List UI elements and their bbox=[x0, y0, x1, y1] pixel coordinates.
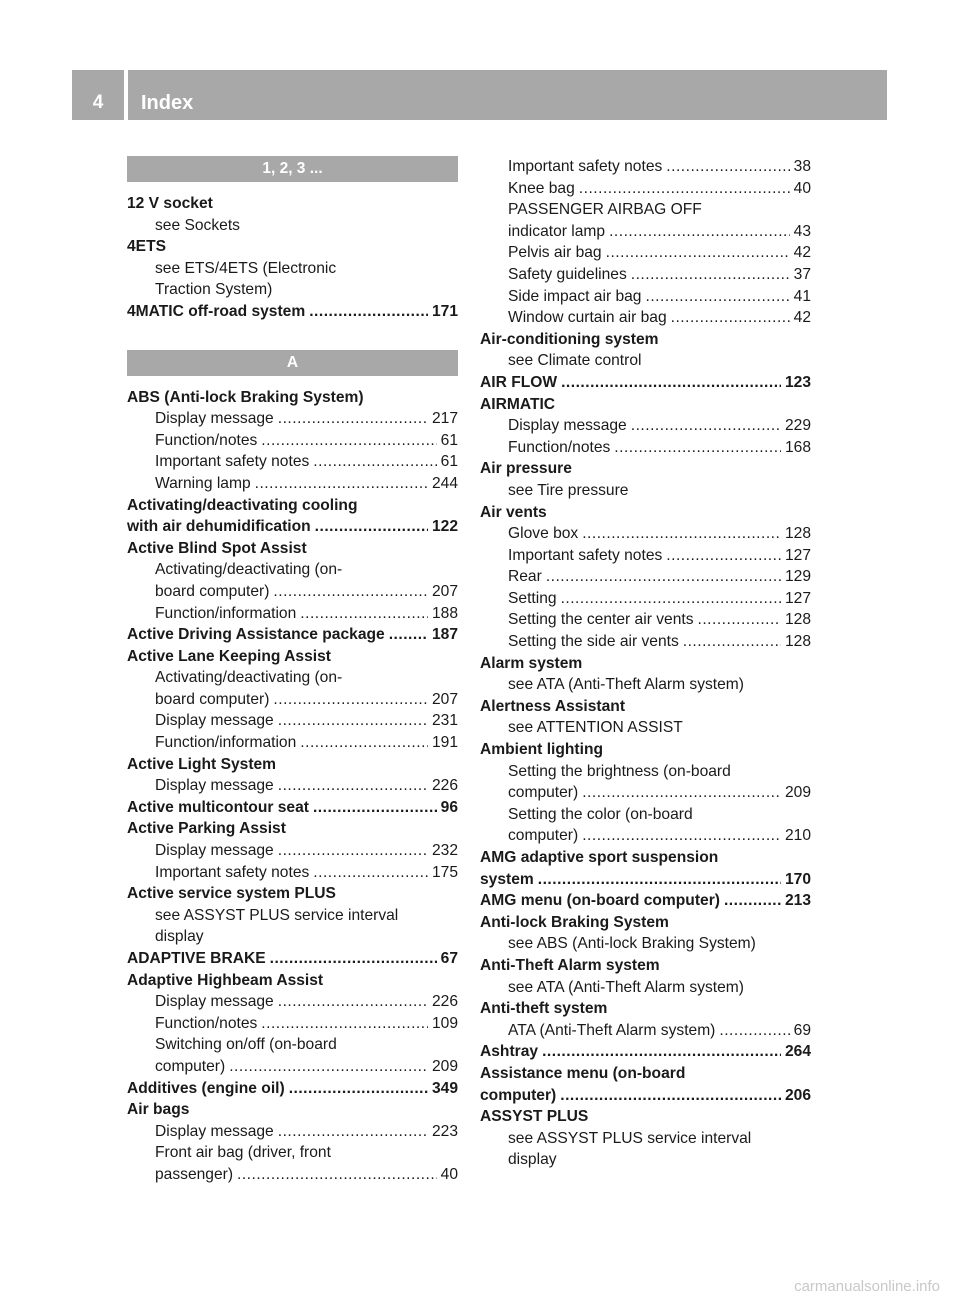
dot-leader bbox=[273, 581, 428, 603]
dot-leader bbox=[273, 689, 428, 711]
index-entry bbox=[480, 847, 811, 869]
page-reference: 168 bbox=[784, 438, 811, 456]
dot-leader bbox=[270, 948, 437, 970]
index-subentry bbox=[480, 977, 811, 999]
index-subentry bbox=[480, 178, 811, 200]
page-reference: 244 bbox=[431, 474, 458, 492]
page-reference: 128 bbox=[784, 633, 811, 651]
entry-label: Assistance menu (on-board bbox=[480, 1064, 686, 1082]
index-subentry bbox=[480, 156, 811, 178]
page-reference: 226 bbox=[431, 993, 458, 1011]
entry-label: Active Lane Keeping Assist bbox=[127, 647, 331, 665]
entry-label: Glove box bbox=[508, 525, 579, 543]
dot-leader bbox=[645, 286, 789, 308]
entry-label: Display message bbox=[155, 777, 274, 795]
entry-label: ATA (Anti-Theft Alarm system) bbox=[508, 1021, 716, 1039]
page-reference: 210 bbox=[784, 827, 811, 845]
page-reference: 69 bbox=[793, 1021, 811, 1039]
entry-label: Function/information bbox=[155, 604, 297, 622]
index-subentry bbox=[480, 566, 811, 588]
entry-label: Active Blind Spot Assist bbox=[127, 539, 307, 557]
entry-label: ASSYST PLUS bbox=[480, 1108, 589, 1126]
page-reference: 129 bbox=[784, 568, 811, 586]
entry-label: Important safety notes bbox=[155, 453, 310, 471]
page-reference: 127 bbox=[784, 546, 811, 564]
index-subentry bbox=[480, 286, 811, 308]
index-subentry bbox=[127, 581, 458, 603]
dot-leader bbox=[546, 566, 781, 588]
entry-label: see ABS (Anti-lock Braking System) bbox=[508, 935, 756, 953]
dot-leader bbox=[261, 430, 436, 452]
page-reference: 231 bbox=[431, 712, 458, 730]
index-subentry bbox=[127, 732, 458, 754]
entry-label: see ATTENTION ASSIST bbox=[508, 719, 683, 737]
dot-leader bbox=[560, 1085, 781, 1107]
dot-leader bbox=[719, 1020, 789, 1042]
index-entry bbox=[480, 458, 811, 480]
dot-leader bbox=[542, 1041, 781, 1063]
dot-leader bbox=[278, 775, 428, 797]
index-subentry bbox=[127, 1121, 458, 1143]
index-subentry bbox=[127, 215, 458, 237]
entry-label: Active Driving Assistance package bbox=[127, 626, 385, 644]
index-entry bbox=[480, 1041, 811, 1063]
section-heading: 1, 2, 3 ... bbox=[127, 156, 458, 182]
page-reference: 213 bbox=[784, 892, 811, 910]
dot-leader bbox=[698, 609, 781, 631]
index-subentry bbox=[480, 825, 811, 847]
entry-label: board computer) bbox=[155, 690, 270, 708]
entry-label: AIRMATIC bbox=[480, 395, 556, 413]
entry-label: see ATA (Anti-Theft Alarm system) bbox=[508, 978, 744, 996]
dot-leader bbox=[309, 301, 428, 323]
page-reference: 226 bbox=[431, 777, 458, 795]
index-subentry bbox=[480, 933, 811, 955]
index-entry bbox=[127, 516, 458, 538]
page-reference: 207 bbox=[431, 690, 458, 708]
entry-label: 12 V socket bbox=[127, 195, 213, 212]
index-subentry bbox=[480, 1020, 811, 1042]
dot-leader bbox=[255, 473, 428, 495]
page-reference: 37 bbox=[793, 265, 811, 283]
entry-label: see Sockets bbox=[155, 216, 240, 234]
index-subentry bbox=[480, 199, 811, 221]
index-entry bbox=[480, 955, 811, 977]
index-subentry bbox=[127, 905, 458, 927]
dot-leader bbox=[229, 1056, 428, 1078]
index-subentry bbox=[480, 264, 811, 286]
entry-label: AMG menu (on-board computer) bbox=[480, 892, 720, 910]
entry-label: Safety guidelines bbox=[508, 265, 627, 283]
entry-label: see Climate control bbox=[508, 352, 642, 370]
index-entry bbox=[127, 387, 458, 409]
index-subentry bbox=[480, 545, 811, 567]
page-reference: 42 bbox=[793, 244, 811, 262]
page-reference: 187 bbox=[431, 626, 458, 644]
page-reference: 42 bbox=[793, 309, 811, 327]
index-entry bbox=[480, 998, 811, 1020]
page-reference: 128 bbox=[784, 611, 811, 629]
entry-label: AIR FLOW bbox=[480, 373, 558, 391]
entry-label: Function/notes bbox=[155, 431, 258, 449]
entry-label: Display message bbox=[155, 712, 274, 730]
entry-label: see ATA (Anti-Theft Alarm system) bbox=[508, 676, 744, 694]
index-subentry bbox=[127, 1034, 458, 1056]
entry-label: Setting the brightness (on-board bbox=[508, 762, 731, 780]
index-subentry bbox=[480, 307, 811, 329]
entry-label: Ambient lighting bbox=[480, 741, 603, 759]
page-reference: 43 bbox=[793, 222, 811, 240]
page-reference: 41 bbox=[793, 287, 811, 305]
index-entry bbox=[127, 301, 458, 323]
page-reference: 232 bbox=[431, 842, 458, 860]
index-subentry bbox=[127, 710, 458, 732]
entry-label: Anti-Theft Alarm system bbox=[480, 956, 660, 974]
entry-label: Alertness Assistant bbox=[480, 697, 626, 715]
index-entry bbox=[127, 1078, 458, 1100]
index-subentry bbox=[480, 588, 811, 610]
index-entry bbox=[480, 1085, 811, 1107]
section-gap bbox=[127, 323, 458, 350]
entry-label: Alarm system bbox=[480, 654, 583, 672]
entry-label: 4ETS bbox=[127, 238, 166, 256]
entry-label: Ashtray bbox=[480, 1043, 539, 1061]
header-bar bbox=[72, 70, 887, 120]
index-subentry bbox=[480, 523, 811, 545]
index-subentry bbox=[480, 782, 811, 804]
entry-label: computer) bbox=[508, 784, 579, 802]
index-entry bbox=[480, 372, 811, 394]
dot-leader bbox=[278, 1121, 428, 1143]
index-subentry bbox=[127, 258, 458, 280]
entry-label: Active Light System bbox=[127, 755, 277, 773]
page-reference: 40 bbox=[440, 1165, 458, 1183]
entry-label: display bbox=[508, 1151, 557, 1169]
entry-label: system bbox=[480, 870, 534, 888]
page-reference: 122 bbox=[431, 518, 458, 536]
entry-label: Knee bag bbox=[508, 179, 575, 197]
index-subentry bbox=[127, 926, 458, 948]
entry-label: Display message bbox=[155, 993, 274, 1011]
dot-leader bbox=[683, 631, 781, 653]
index-entry bbox=[127, 970, 458, 992]
dot-leader bbox=[631, 264, 790, 286]
index-entry bbox=[127, 1099, 458, 1121]
entry-label: Active multicontour seat bbox=[127, 798, 309, 816]
entry-label: Function/notes bbox=[155, 1014, 258, 1032]
entry-label: Display message bbox=[508, 417, 627, 435]
page-reference: 61 bbox=[440, 453, 458, 471]
index-entry bbox=[127, 797, 458, 819]
entry-label: Display message bbox=[155, 1122, 274, 1140]
index-subentry bbox=[127, 775, 458, 797]
index-subentry bbox=[127, 862, 458, 884]
dot-leader bbox=[582, 782, 781, 804]
entry-label: Pelvis air bag bbox=[508, 244, 602, 262]
entry-label: Switching on/off (on-board bbox=[155, 1036, 337, 1054]
dot-leader bbox=[300, 732, 428, 754]
dot-leader bbox=[666, 156, 789, 178]
dot-leader bbox=[671, 307, 790, 329]
index-subentry bbox=[127, 1164, 458, 1186]
dot-leader bbox=[582, 825, 781, 847]
dot-leader bbox=[724, 890, 781, 912]
index-subentry bbox=[127, 1142, 458, 1164]
entry-label: Window curtain air bag bbox=[508, 309, 667, 327]
index-entry bbox=[127, 495, 458, 517]
page-reference: 209 bbox=[431, 1057, 458, 1075]
entry-label: see Tire pressure bbox=[508, 481, 629, 499]
entry-label: computer) bbox=[508, 827, 579, 845]
page-reference: 96 bbox=[440, 798, 458, 816]
page-reference: 109 bbox=[431, 1014, 458, 1032]
entry-label: Display message bbox=[155, 842, 274, 860]
index-entry bbox=[480, 502, 811, 524]
entry-label: Display message bbox=[155, 410, 274, 428]
index-subentry bbox=[480, 350, 811, 372]
index-subentry bbox=[480, 1149, 811, 1171]
entry-label: Air-conditioning system bbox=[480, 330, 659, 348]
index-subentry bbox=[127, 559, 458, 581]
entry-label: Important safety notes bbox=[508, 546, 663, 564]
index-entry bbox=[127, 646, 458, 668]
page-reference: 264 bbox=[784, 1043, 811, 1061]
index-subentry bbox=[127, 689, 458, 711]
index-column-right bbox=[480, 156, 811, 1171]
page-reference: 191 bbox=[431, 734, 458, 752]
index-subentry bbox=[480, 415, 811, 437]
entry-label: passenger) bbox=[155, 1165, 234, 1183]
page-reference: 188 bbox=[431, 604, 458, 622]
dot-leader bbox=[278, 408, 428, 430]
entry-label: Setting the side air vents bbox=[508, 633, 679, 651]
index-entry bbox=[480, 1106, 811, 1128]
index-subentry bbox=[127, 840, 458, 862]
index-entry bbox=[127, 624, 458, 646]
index-entry bbox=[480, 696, 811, 718]
index-subentry bbox=[480, 221, 811, 243]
dot-leader bbox=[561, 588, 781, 610]
dot-leader bbox=[237, 1164, 437, 1186]
entry-label: see ASSYST PLUS service interval bbox=[508, 1129, 752, 1147]
page-title: Index bbox=[141, 92, 194, 114]
entry-label: Additives (engine oil) bbox=[127, 1079, 285, 1097]
index-entry bbox=[480, 394, 811, 416]
entry-label: Air vents bbox=[480, 503, 547, 521]
entry-label: Rear bbox=[508, 568, 542, 586]
dot-leader bbox=[278, 840, 428, 862]
entry-label: Activating/deactivating cooling bbox=[127, 496, 358, 514]
dot-leader bbox=[289, 1078, 428, 1100]
dot-leader bbox=[278, 710, 428, 732]
index-entry bbox=[480, 653, 811, 675]
entry-label: ABS (Anti-lock Braking System) bbox=[127, 388, 364, 406]
entry-label: computer) bbox=[155, 1057, 226, 1075]
index-subentry bbox=[127, 473, 458, 495]
dot-leader bbox=[666, 545, 781, 567]
index-subentry bbox=[127, 667, 458, 689]
entry-label: Air pressure bbox=[480, 460, 572, 478]
entry-label: board computer) bbox=[155, 582, 270, 600]
dot-leader bbox=[561, 372, 781, 394]
entry-label: Warning lamp bbox=[155, 474, 251, 492]
page-reference: 40 bbox=[793, 179, 811, 197]
index-subentry bbox=[480, 674, 811, 696]
index-subentry bbox=[480, 609, 811, 631]
entry-label: computer) bbox=[480, 1086, 557, 1104]
entry-label: Important safety notes bbox=[155, 863, 310, 881]
page-reference: 349 bbox=[431, 1079, 458, 1097]
index-subentry bbox=[480, 631, 811, 653]
entry-label: Active Parking Assist bbox=[127, 820, 286, 838]
index-subentry bbox=[127, 430, 458, 452]
index-subentry bbox=[127, 603, 458, 625]
index-entry bbox=[480, 739, 811, 761]
index-subentry bbox=[127, 991, 458, 1013]
dot-leader bbox=[614, 437, 781, 459]
entry-label: Side impact air bag bbox=[508, 287, 642, 305]
index-subentry bbox=[127, 1056, 458, 1078]
entry-label: Setting the center air vents bbox=[508, 611, 694, 629]
entry-label: AMG adaptive sport suspension bbox=[480, 849, 719, 866]
index-subentry bbox=[127, 1013, 458, 1035]
header-divider bbox=[124, 70, 128, 120]
page-reference: 207 bbox=[431, 582, 458, 600]
entry-label: Setting the color (on-board bbox=[508, 805, 693, 823]
dot-leader bbox=[389, 624, 428, 646]
entry-label: Air bags bbox=[127, 1101, 190, 1119]
entry-label: Activating/deactivating (on- bbox=[155, 669, 343, 687]
entry-label: Activating/deactivating (on- bbox=[155, 561, 343, 579]
entry-label: Function/information bbox=[155, 734, 297, 752]
dot-leader bbox=[261, 1013, 428, 1035]
dot-leader bbox=[313, 862, 428, 884]
index-subentry bbox=[480, 242, 811, 264]
watermark: carmanualsonline.info bbox=[794, 1278, 940, 1295]
index-subentry bbox=[480, 437, 811, 459]
index-entry bbox=[127, 818, 458, 840]
index-subentry bbox=[127, 279, 458, 301]
page-reference: 170 bbox=[784, 870, 811, 888]
index-entry bbox=[480, 1063, 811, 1085]
entry-label: Traction System) bbox=[155, 281, 273, 299]
page-reference: 209 bbox=[784, 784, 811, 802]
entry-label: Anti-lock Braking System bbox=[480, 913, 669, 931]
page-reference: 67 bbox=[440, 950, 458, 967]
page-reference: 61 bbox=[440, 431, 458, 449]
dot-leader bbox=[606, 242, 790, 264]
page-reference: 175 bbox=[431, 863, 458, 881]
dot-leader bbox=[278, 991, 428, 1013]
entry-label: Adaptive Highbeam Assist bbox=[127, 971, 324, 989]
entry-label: Front air bag (driver, front bbox=[155, 1144, 331, 1162]
entry-label: PASSENGER AIRBAG OFF bbox=[508, 201, 702, 219]
dot-leader bbox=[538, 869, 781, 891]
index-entry bbox=[127, 883, 458, 905]
entry-label: Anti-theft system bbox=[480, 1000, 608, 1018]
entry-label: Active service system PLUS bbox=[127, 885, 336, 903]
page-reference: 127 bbox=[784, 589, 811, 607]
entry-label: with air dehumidification bbox=[127, 518, 311, 536]
index-entry bbox=[480, 869, 811, 891]
index-entry bbox=[480, 890, 811, 912]
index-subentry bbox=[480, 804, 811, 826]
index-subentry bbox=[480, 1128, 811, 1150]
page-number: 4 bbox=[92, 92, 104, 113]
entry-label: ADAPTIVE BRAKE bbox=[127, 950, 266, 967]
dot-leader bbox=[631, 415, 781, 437]
index-entry bbox=[480, 329, 811, 351]
dot-leader bbox=[315, 516, 428, 538]
dot-leader bbox=[609, 221, 790, 243]
index-entry bbox=[480, 912, 811, 934]
page-reference: 123 bbox=[784, 373, 811, 391]
page-reference: 38 bbox=[793, 158, 811, 175]
index-entry bbox=[127, 948, 458, 970]
entry-label: display bbox=[155, 928, 204, 946]
entry-label: see ASSYST PLUS service interval bbox=[155, 906, 399, 924]
dot-leader bbox=[313, 797, 437, 819]
entry-label: Function/notes bbox=[508, 438, 611, 456]
section-heading: A bbox=[127, 350, 458, 376]
entry-label: indicator lamp bbox=[508, 222, 606, 240]
dot-leader bbox=[300, 603, 428, 625]
index-subentry bbox=[480, 480, 811, 502]
dot-leader bbox=[313, 451, 436, 473]
page-reference: 128 bbox=[784, 525, 811, 543]
index-subentry bbox=[480, 761, 811, 783]
page-reference: 223 bbox=[431, 1122, 458, 1140]
index-subentry bbox=[480, 717, 811, 739]
entry-label: Setting bbox=[508, 589, 557, 607]
index-subentry bbox=[127, 408, 458, 430]
dot-leader bbox=[579, 178, 790, 200]
page-reference: 217 bbox=[431, 410, 458, 428]
entry-label: Important safety notes bbox=[508, 158, 663, 175]
page-reference: 229 bbox=[784, 417, 811, 435]
page-reference: 171 bbox=[431, 302, 458, 320]
index-entry bbox=[127, 754, 458, 776]
index-entry bbox=[127, 193, 458, 215]
page-reference: 206 bbox=[784, 1086, 811, 1104]
entry-label: 4MATIC off-road system bbox=[127, 302, 306, 320]
entry-label: see ETS/4ETS (Electronic bbox=[155, 259, 337, 277]
index-subentry bbox=[127, 451, 458, 473]
dot-leader bbox=[582, 523, 781, 545]
index-column-left bbox=[127, 156, 458, 1186]
index-entry bbox=[127, 236, 458, 258]
index-entry bbox=[127, 538, 458, 560]
